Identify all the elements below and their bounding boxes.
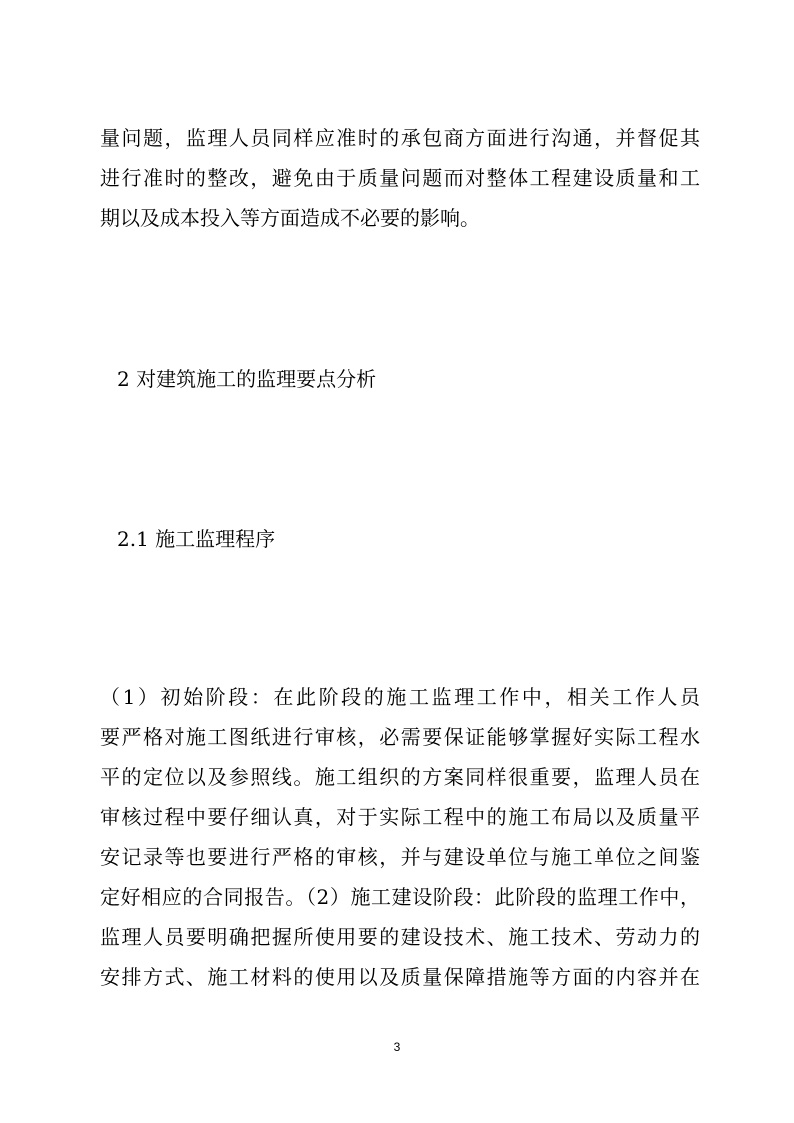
paragraph-line: 监理人员要明确把握所使用要的建设技术、施工技术、劳动力的 [100, 925, 700, 949]
paragraph-line: 安排方式、施工材料的使用以及质量保障措施等方面的内容并在 [100, 965, 700, 989]
paragraph-line: （1）初始阶段：在此阶段的施工监理工作中，相关工作人员 [100, 685, 700, 709]
paragraph-line: 进行准时的整改，避免由于质量问题而对整体工程建设质量和工 [100, 166, 700, 190]
paragraph-line: 要严格对施工图纸进行审核，必需要保证能够掌握好实际工程水 [100, 725, 700, 749]
paragraph-line: 量问题，监理人员同样应准时的承包商方面进行沟通，并督促其 [100, 126, 700, 150]
paragraph-line: 安记录等也要进行严格的审核，并与建设单位与施工单位之间鉴 [100, 845, 700, 869]
paragraph-line: 审核过程中要仔细认真，对于实际工程中的施工布局以及质量平 [100, 805, 700, 829]
section-heading: 2 对建筑施工的监理要点分析 [117, 367, 377, 391]
paragraph-line: 平的定位以及参照线。施工组织的方案同样很重要，监理人员在 [100, 765, 700, 789]
subsection-heading: 2.1 施工监理程序 [117, 527, 276, 551]
paragraph-line: 期以及成本投入等方面造成不必要的影响。 [100, 206, 480, 230]
page-number: 3 [393, 1040, 401, 1054]
paragraph-line: 定好相应的合同报告。（2）施工建设阶段：此阶段的监理工作中， [100, 885, 700, 909]
